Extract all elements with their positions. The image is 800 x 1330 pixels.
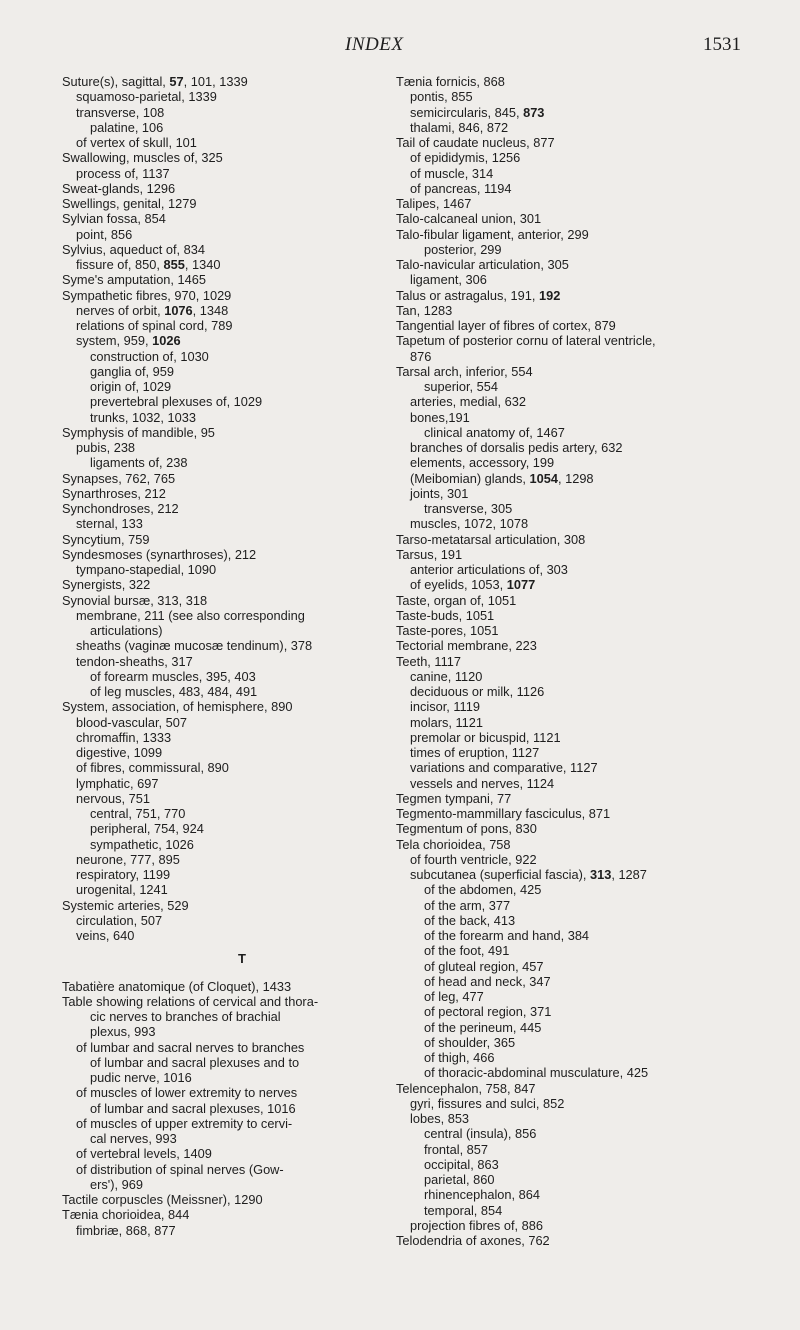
- index-entry: trunks, 1032, 1033: [90, 409, 197, 425]
- index-entry: canine, 1120: [410, 668, 483, 684]
- index-entry: plexus, 993: [90, 1024, 156, 1040]
- index-entry: neurone, 777, 895: [76, 851, 180, 867]
- index-entry: branches of dorsalis pedis artery, 632: [410, 440, 623, 455]
- index-entry: peripheral, 754, 924: [90, 821, 204, 837]
- index-entry: Tegmentum of pons, 830: [396, 821, 537, 837]
- index-entry: joints, 301: [410, 485, 469, 501]
- index-entry: gyri, fissures and sulci, 852: [410, 1095, 565, 1111]
- index-entry: sheaths (vaginæ mucosæ tendinum), 378: [76, 638, 313, 654]
- index-entry: central (insula), 856: [424, 1126, 537, 1142]
- index-entry: of the forearm and hand, 384: [424, 928, 590, 943]
- section-letter-t: T: [238, 951, 246, 967]
- page-header: [0, 34, 800, 64]
- index-entry: Talo-navicular articulation, 305: [396, 257, 569, 272]
- index-entry: Sylvian fossa, 854: [62, 211, 166, 227]
- index-entry: pudic nerve, 1016: [90, 1070, 192, 1085]
- index-entry: relations of spinal cord, 789: [76, 318, 233, 333]
- index-entry: Talo-calcaneal union, 301: [396, 211, 542, 227]
- index-entry: process of, 1137: [76, 165, 170, 181]
- index-entry: origin of, 1029: [90, 379, 172, 394]
- index-entry: arteries, medial, 632: [410, 394, 526, 410]
- left-column: [62, 74, 402, 1238]
- index-entry: veins, 640: [76, 928, 135, 943]
- index-entry: of the perineum, 445: [424, 1019, 542, 1035]
- index-entry: ligaments of, 238: [90, 455, 188, 471]
- index-entry: construction of, 1030: [90, 348, 209, 364]
- index-entry: frontal, 857: [424, 1141, 489, 1157]
- index-entry: transverse, 108: [76, 104, 165, 120]
- index-entry: variations and comparative, 1127: [410, 760, 598, 776]
- index-entry: Teeth, 1117: [396, 653, 461, 669]
- index-entry: of leg, 477: [424, 989, 484, 1004]
- index-entry: of vertex of skull, 101: [76, 135, 197, 150]
- index-entry: tendon-sheaths, 317: [76, 653, 193, 669]
- index-entry: Syndesmoses (synarthroses), 212: [62, 546, 257, 562]
- index-entry: Sweat-glands, 1296: [62, 180, 176, 196]
- index-entry: muscles, 1072, 1078: [410, 516, 529, 532]
- index-entry: Tail of caudate nucleus, 877: [396, 135, 555, 150]
- index-entry: of fourth ventricle, 922: [410, 851, 537, 867]
- index-entry: of muscles of upper extremity to cervi-: [76, 1115, 293, 1131]
- index-entry: Telencephalon, 758, 847: [396, 1080, 536, 1096]
- index-entry: of the arm, 377: [424, 897, 511, 913]
- index-entry: squamoso-parietal, 1339: [76, 89, 217, 105]
- index-entry: Telodendria of axones, 762: [396, 1233, 550, 1248]
- index-entry: of leg muscles, 483, 484, 491: [90, 684, 258, 699]
- index-entry: vessels and nerves, 1124: [410, 775, 555, 791]
- index-entry: cic nerves to branches of brachial: [90, 1009, 281, 1024]
- index-entry: of thoracic-abdominal musculature, 425: [424, 1065, 649, 1081]
- index-entry: Tactile corpuscles (Meissner), 1290: [62, 1192, 263, 1207]
- index-entry: anterior articulations of, 303: [410, 562, 568, 577]
- index-entry: urogenital, 1241: [76, 882, 168, 898]
- index-entry: Symphysis of mandible, 95: [62, 424, 215, 440]
- index-entry: articulations): [90, 623, 163, 638]
- index-entry: nerves of orbit, 1076, 1348: [76, 302, 229, 318]
- index-entry: of distribution of spinal nerves (Gow-: [76, 1161, 284, 1177]
- left-t-entries: [62, 979, 402, 1238]
- index-entry: parietal, 860: [424, 1172, 495, 1187]
- index-entry: lymphatic, 697: [76, 775, 159, 791]
- index-entry: pubis, 238: [76, 440, 136, 455]
- index-entry: of eyelids, 1053, 1077: [410, 577, 536, 593]
- index-entry: bones,191: [410, 409, 470, 425]
- index-entry: of lumbar and sacral nerves to branches: [76, 1039, 305, 1055]
- index-entry: cal nerves, 993: [90, 1131, 177, 1146]
- index-entry: Tegmen tympani, 77: [396, 790, 512, 806]
- index-entry: Tangential layer of fibres of cortex, 879: [396, 318, 616, 333]
- index-entry: System, association, of hemisphere, 890: [62, 699, 293, 715]
- index-entry: Table showing relations of cervical and thora-: [62, 993, 319, 1009]
- index-entry: of muscles of lower extremity to nerves: [76, 1085, 298, 1101]
- index-entry: prevertebral plexuses of, 1029: [90, 394, 263, 410]
- index-entry: semicircularis, 845, 873: [410, 104, 545, 120]
- index-entry: fissure of, 850, 855, 1340: [76, 257, 221, 272]
- index-entry: system, 959, 1026: [76, 333, 181, 349]
- index-entry: Systemic arteries, 529: [62, 897, 189, 913]
- index-entry: Taste-buds, 1051: [396, 607, 495, 623]
- index-entry: Talo-fibular ligament, anterior, 299: [396, 226, 589, 242]
- index-entry: times of eruption, 1127: [410, 745, 540, 760]
- index-entry: Swellings, genital, 1279: [62, 196, 197, 211]
- index-entry: fimbriæ, 868, 877: [76, 1222, 176, 1238]
- index-entry: of gluteal region, 457: [424, 958, 544, 974]
- index-entry: of epididymis, 1256: [410, 150, 521, 166]
- index-entry: Suture(s), sagittal, 57, 101, 1339: [62, 74, 248, 89]
- index-entry: lobes, 853: [410, 1111, 470, 1126]
- index-entry: 876: [410, 348, 432, 364]
- index-entry: of fibres, commissural, 890: [76, 760, 229, 776]
- left-s-entries: [62, 74, 402, 943]
- index-entry: Tarsus, 191: [396, 546, 463, 562]
- index-entry: of head and neck, 347: [424, 973, 551, 989]
- index-entry: ligament, 306: [410, 272, 487, 288]
- index-entry: of lumbar and sacral plexuses, 1016: [90, 1100, 296, 1116]
- page-title: INDEX: [345, 34, 404, 55]
- index-entry: of lumbar and sacral plexuses and to: [90, 1054, 300, 1070]
- index-entry: of the foot, 491: [424, 943, 510, 959]
- index-entry: Tarso-metatarsal articulation, 308: [396, 531, 586, 547]
- index-entry: Tan, 1283: [396, 302, 453, 318]
- index-entry: transverse, 305: [424, 501, 513, 516]
- index-entry: of the abdomen, 425: [424, 882, 542, 898]
- index-entry: Tænia fornicis, 868: [396, 74, 505, 89]
- index-entry: ers'), 969: [90, 1176, 143, 1192]
- index-entry: Sympathetic fibres, 970, 1029: [62, 287, 232, 303]
- index-entry: superior, 554: [424, 379, 498, 394]
- index-entry: (Meibomian) glands, 1054, 1298: [410, 470, 594, 486]
- index-entry: subcutanea (superficial fascia), 313, 1287: [410, 867, 647, 882]
- index-entry: pontis, 855: [410, 89, 473, 105]
- index-entry: sternal, 133: [76, 516, 143, 532]
- index-entry: Swallowing, muscles of, 325: [62, 150, 223, 166]
- index-entry: deciduous or milk, 1126: [410, 684, 545, 699]
- index-entry: Synapses, 762, 765: [62, 470, 176, 486]
- index-entry: elements, accessory, 199: [410, 455, 555, 471]
- index-entry: molars, 1121: [410, 714, 484, 730]
- index-entry: blood-vascular, 507: [76, 714, 187, 730]
- index-entry: Synergists, 322: [62, 577, 151, 593]
- index-entry: nervous, 751: [76, 790, 150, 806]
- index-entry: of vertebral levels, 1409: [76, 1146, 212, 1162]
- index-entry: of muscle, 314: [410, 165, 494, 181]
- index-entry: membrane, 211 (see also corresponding: [76, 607, 305, 623]
- index-entry: Tarsal arch, inferior, 554: [396, 363, 533, 379]
- index-entry: Talus or astragalus, 191, 192: [396, 287, 561, 303]
- index-entry: central, 751, 770: [90, 806, 186, 821]
- index-entry: Tectorial membrane, 223: [396, 638, 537, 654]
- index-entry: projection fibres of, 886: [410, 1217, 544, 1233]
- index-entry: of shoulder, 365: [424, 1034, 516, 1050]
- index-entry: Taste, organ of, 1051: [396, 592, 517, 608]
- index-entry: Tela chorioidea, 758: [396, 836, 511, 852]
- index-entry: tympano-stapedial, 1090: [76, 562, 217, 577]
- index-entry: Synarthroses, 212: [62, 485, 166, 501]
- right-t-entries: [396, 74, 741, 1248]
- index-entry: digestive, 1099: [76, 745, 163, 760]
- index-entry: temporal, 854: [424, 1202, 503, 1218]
- index-entry: posterior, 299: [424, 241, 502, 257]
- index-entry: clinical anatomy of, 1467: [424, 424, 565, 440]
- index-entry: Talipes, 1467: [396, 196, 472, 211]
- index-entry: chromaffin, 1333: [76, 729, 172, 745]
- right-column: [396, 74, 741, 1248]
- index-entry: incisor, 1119: [410, 699, 480, 715]
- index-entry: Tænia chorioidea, 844: [62, 1207, 190, 1223]
- index-entry: of the back, 413: [424, 912, 516, 928]
- index-entry: Syncytium, 759: [62, 531, 150, 547]
- index-entry: rhinencephalon, 864: [424, 1187, 540, 1203]
- index-entry: Syme's amputation, 1465: [62, 272, 207, 288]
- index-entry: point, 856: [76, 226, 133, 242]
- index-entry: Sylvius, aqueduct of, 834: [62, 241, 205, 257]
- index-entry: palatine, 106: [90, 119, 164, 135]
- index-entry: circulation, 507: [76, 912, 163, 928]
- index-entry: thalami, 846, 872: [410, 119, 509, 135]
- index-entry: respiratory, 1199: [76, 867, 171, 882]
- index-entry: of pancreas, 1194: [410, 180, 512, 196]
- index-entry: Synchondroses, 212: [62, 501, 179, 516]
- page-number: 1531: [703, 34, 741, 55]
- index-entry: sympathetic, 1026: [90, 836, 194, 852]
- index-entry: Tapetum of posterior cornu of lateral ventricle,: [396, 333, 656, 349]
- index-entry: premolar or bicuspid, 1121: [410, 729, 561, 745]
- index-entry: Tegmento-mammillary fasciculus, 871: [396, 806, 611, 821]
- index-entry: occipital, 863: [424, 1156, 499, 1172]
- index-entry: of pectoral region, 371: [424, 1004, 552, 1020]
- index-entry: of forearm muscles, 395, 403: [90, 668, 256, 684]
- index-entry: of thigh, 466: [424, 1050, 495, 1065]
- index-entry: Tabatière anatomique (of Cloquet), 1433: [62, 978, 292, 994]
- index-entry: Taste-pores, 1051: [396, 623, 499, 638]
- index-entry: Synovial bursæ, 313, 318: [62, 592, 208, 608]
- index-entry: ganglia of, 959: [90, 363, 174, 379]
